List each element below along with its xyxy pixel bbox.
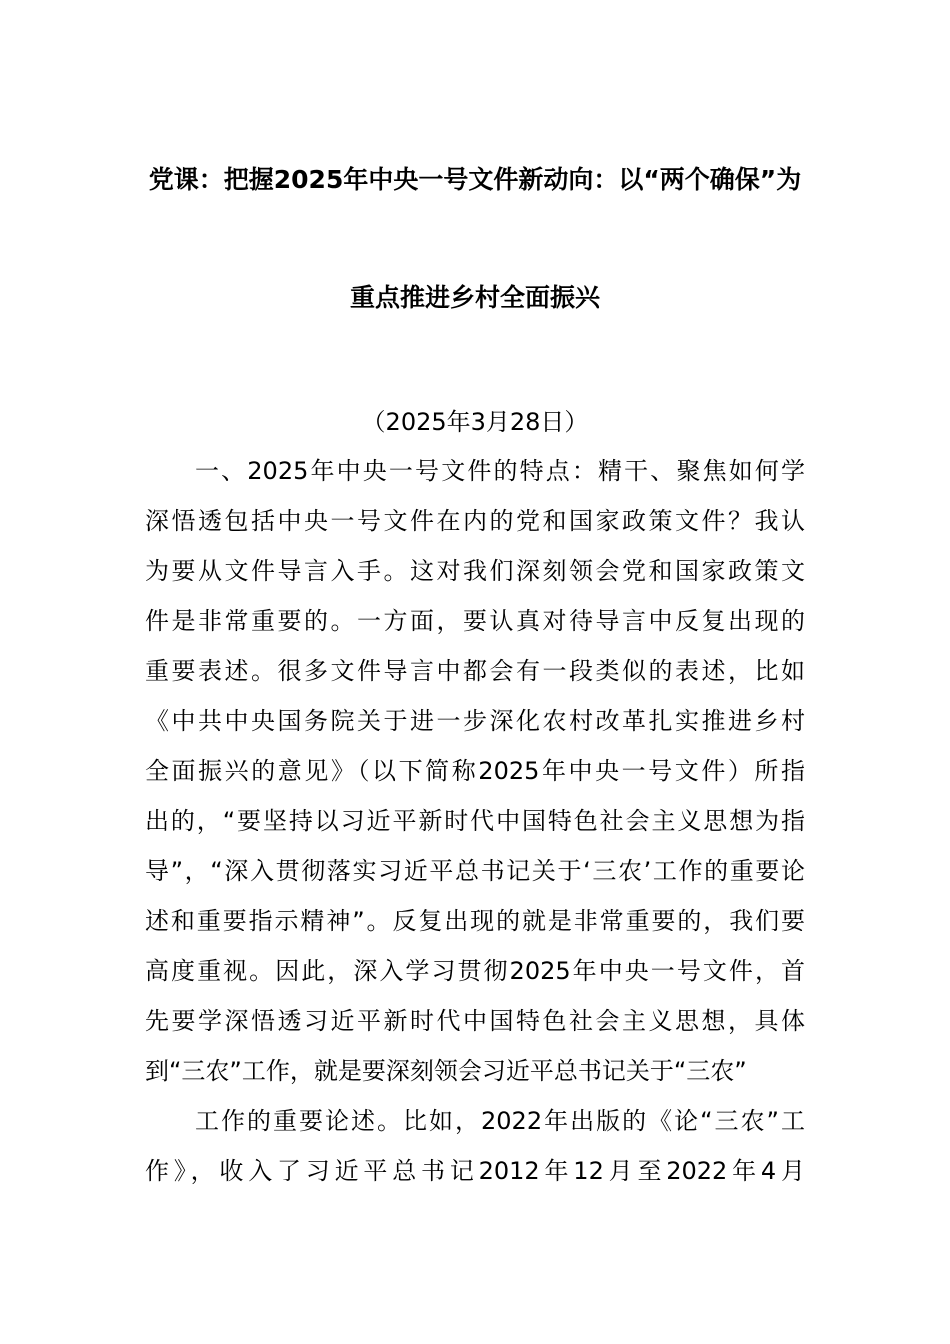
paragraph-1-line: 导”，“深入贯彻落实习近平总书记关于‘三农’工作的重要论	[145, 857, 805, 885]
paragraph-1-line: 《中共中央国务院关于进一步深化农村改革扎实推进乡村	[145, 707, 805, 735]
paragraph-1-line: 为要从文件导言入手。这对我们深刻领会党和国家政策文	[145, 557, 805, 585]
document-title-line-1: 党课：把握2025年中央一号文件新动向：以“两个确保”为	[148, 165, 802, 194]
paragraph-1-line: 一、2025年中央一号文件的特点：精干、聚焦如何学	[195, 457, 805, 485]
paragraph-2-line: 作》，收入了习近平总书记2012年12月至2022年4月	[145, 1157, 805, 1185]
paragraph-2-line: 工作的重要论述。比如，2022年出版的《论“三农”工	[195, 1107, 805, 1135]
paragraph-1-line: 出的，“要坚持以习近平新时代中国特色社会主义思想为指	[145, 807, 805, 835]
paragraph-1-line: 先要学深悟透习近平新时代中国特色社会主义思想，具体	[145, 1007, 805, 1035]
paragraph-1-line: 全面振兴的意见》（以下简称2025年中央一号文件）所指	[145, 757, 805, 785]
paragraph-1-line: 高度重视。因此，深入学习贯彻2025年中央一号文件，首	[145, 957, 805, 985]
paragraph-1-line: 述和重要指示精神”。反复出现的就是非常重要的，我们要	[145, 907, 805, 935]
paragraph-1-line: 件是非常重要的。一方面，要认真对待导言中反复出现的	[145, 607, 805, 635]
paragraph-1-line: 深悟透包括中央一号文件在内的党和国家政策文件？我认	[145, 507, 805, 535]
document-date: （2025年3月28日）	[361, 408, 589, 436]
paragraph-1-line: 重要表述。很多文件导言中都会有一段类似的表述，比如	[145, 657, 805, 685]
document-title-line-2: 重点推进乡村全面振兴	[349, 283, 600, 312]
paragraph-1-line: 到“三农”工作，就是要深刻领会习近平总书记关于“三农”	[145, 1057, 747, 1085]
document-body	[145, 450, 805, 1200]
